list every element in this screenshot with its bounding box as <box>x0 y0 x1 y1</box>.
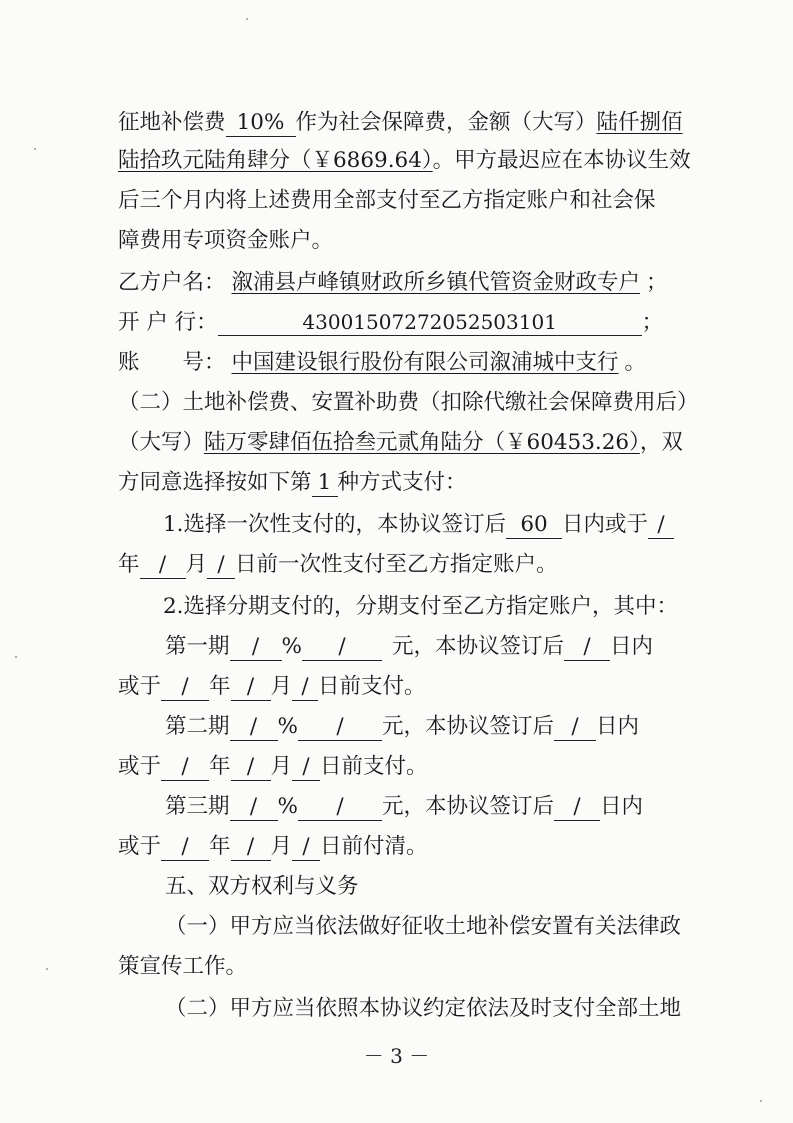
text: 五、双方权利与义务 <box>165 874 359 899</box>
text: 作为社会保障费，金额（大写） <box>295 110 597 135</box>
account-name-line <box>118 268 678 298</box>
text: 元，本协议签订后 <box>381 794 554 819</box>
text-line-13 <box>163 592 723 622</box>
text: 月 <box>270 834 293 859</box>
text: % <box>277 714 298 739</box>
fill-amount: 陆仟捌佰 <box>596 110 683 135</box>
text: 日前付清。 <box>320 834 428 859</box>
fill-amount: / <box>298 714 382 741</box>
installment-3-line <box>165 792 725 822</box>
text-line-8 <box>118 388 699 418</box>
text: 月 <box>185 552 208 577</box>
installment-2-line <box>165 712 725 742</box>
bank-line <box>118 308 678 338</box>
fill-day: / <box>207 552 235 579</box>
text: 征地补偿费 <box>118 110 226 135</box>
fill-year: / <box>161 674 209 701</box>
scan-speck <box>15 656 17 658</box>
text: 2.选择分期支付的，分期支付至乙方指定账户，其中： <box>163 594 679 619</box>
text-line-4 <box>118 226 678 256</box>
text-line-3 <box>118 186 678 216</box>
text: 元，本协议签订后 <box>381 714 554 739</box>
text: （大写） <box>118 430 205 455</box>
account-number-line <box>118 348 678 378</box>
text-line-9 <box>118 428 683 458</box>
text: % <box>281 634 302 659</box>
text: 或于 <box>118 674 162 699</box>
section-heading-5 <box>165 872 725 902</box>
installment-2-date-line <box>118 752 678 782</box>
fill-amount: 陆万零肆佰伍拾叁元贰角陆分（￥60453.26） <box>204 430 640 455</box>
fill-year: / <box>648 512 674 539</box>
scan-speck <box>34 148 36 150</box>
page-number: － 3 － <box>363 1044 430 1068</box>
text: 后三个月内将上述费用全部支付至乙方指定账户和社会保 <box>118 188 656 213</box>
text: （二）土地补偿费、安置补助费（扣除代缴社会保障费用后） <box>118 390 699 415</box>
scan-speck <box>246 18 248 20</box>
text: （二）甲方应当依照本协议约定依法及时支付全部土地 <box>165 996 682 1021</box>
fill-days: / <box>554 714 596 741</box>
text: 种方式支付： <box>337 470 467 495</box>
text: 年 <box>209 834 231 859</box>
text: 日内或于 <box>562 512 649 537</box>
text: 1.选择一次性支付的，本协议签订后 <box>163 512 507 537</box>
fill-month: / <box>140 552 186 579</box>
label: 开 户 行： <box>118 310 218 335</box>
text: 元，本协议签订后 <box>391 634 564 659</box>
text-line-s5-1a <box>165 912 725 942</box>
account-number-value: 中国建设银行股份有限公司溆浦城中支行 <box>231 350 619 375</box>
installment-1-line <box>165 632 725 662</box>
text: 日内 <box>609 634 653 659</box>
label: 乙方户名： <box>118 270 226 295</box>
text: 日前支付。 <box>320 754 428 779</box>
fill-percent: 10% <box>226 110 296 137</box>
fill-percent: / <box>230 794 278 821</box>
text: 策宣传工作。 <box>118 954 248 979</box>
fill-day: / <box>292 834 320 861</box>
text: 或于 <box>118 834 162 859</box>
text: ； <box>646 270 668 295</box>
fill-option: 1 <box>312 470 338 497</box>
text: 年 <box>209 674 231 699</box>
text: （一）甲方应当依法做好征收土地补偿安置有关法律政 <box>165 914 682 939</box>
text: 月 <box>270 674 293 699</box>
text-line-11 <box>163 510 723 540</box>
text: ，双 <box>639 430 683 455</box>
fill-amount: 陆拾玖元陆角肆分（￥6869.64） <box>118 148 433 173</box>
text: 日内 <box>599 794 643 819</box>
text: 第二期 <box>165 714 230 739</box>
text: 障费用专项资金账户。 <box>118 228 334 253</box>
fill-month: / <box>231 754 271 781</box>
fill-day: / <box>292 754 320 781</box>
text-line-1 <box>118 108 683 138</box>
fill-days: 60 <box>506 512 562 539</box>
text: 年 <box>209 754 231 779</box>
text: 日前一次性支付至乙方指定账户。 <box>235 552 558 577</box>
installment-1-date-line <box>118 672 678 702</box>
text-line-12 <box>118 550 678 580</box>
fill-percent: / <box>230 634 282 661</box>
installment-3-date-line <box>118 832 678 862</box>
text-line-s5-2 <box>165 994 725 1024</box>
text: 第三期 <box>165 794 230 819</box>
text: 日内 <box>595 714 639 739</box>
fill-percent: / <box>230 714 278 741</box>
label: 账 号： <box>118 350 226 375</box>
fill-year: / <box>161 834 209 861</box>
text: ； <box>641 310 664 335</box>
text: 方同意选择按如下第 <box>118 470 312 495</box>
fill-day: / <box>292 674 318 701</box>
text: 年 <box>118 552 140 577</box>
text-line-10 <box>118 468 678 498</box>
bank-value: 43001507272052503101 <box>218 309 642 336</box>
text-line-s5-1b <box>118 952 678 982</box>
text: 月 <box>270 754 293 779</box>
scan-speck <box>760 1100 762 1102</box>
text: 第一期 <box>165 634 230 659</box>
fill-month: / <box>231 834 271 861</box>
fill-days: / <box>554 794 600 821</box>
text: 。 <box>624 350 647 375</box>
text-line-2 <box>118 146 691 176</box>
text: 日前支付。 <box>318 674 426 699</box>
scan-speck <box>46 968 48 970</box>
text: % <box>277 794 298 819</box>
fill-days: / <box>564 634 610 661</box>
fill-year: / <box>161 754 209 781</box>
fill-amount: / <box>298 794 382 821</box>
account-name-value: 溆浦县卢峰镇财政所乡镇代管资金财政专户 <box>231 270 641 295</box>
text: 或于 <box>118 754 162 779</box>
fill-amount: / <box>302 634 382 661</box>
fill-month: / <box>231 674 271 701</box>
text: 。甲方最迟应在本协议生效 <box>432 148 691 173</box>
